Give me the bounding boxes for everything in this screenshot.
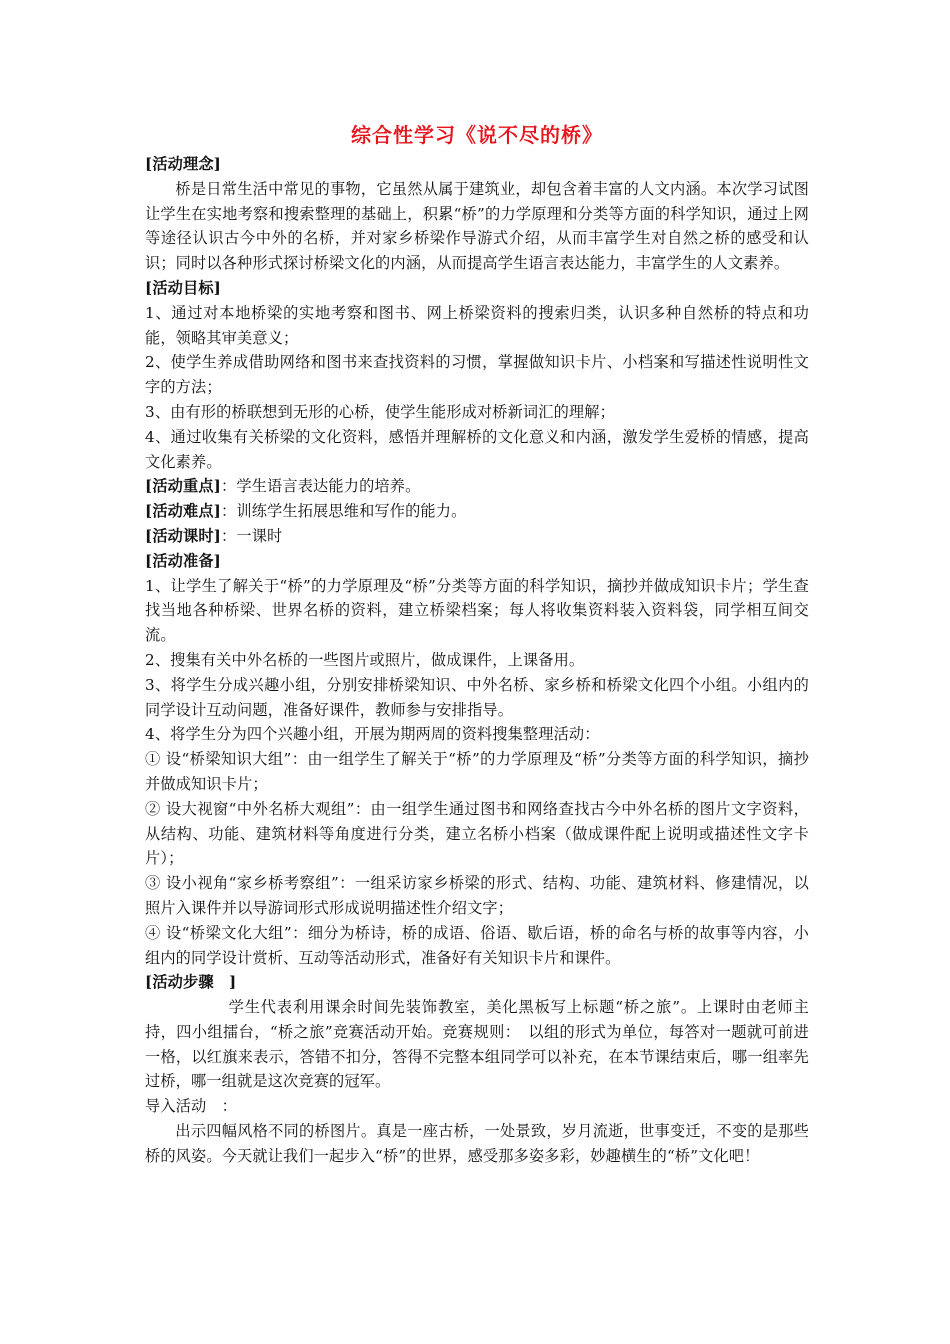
hours-label: [活动课时] xyxy=(145,526,222,545)
focus-text: ：学生语言表达能力的培养。 xyxy=(221,477,421,496)
focus-line xyxy=(145,474,809,499)
prep-item: 2、搜集有关中外名桥的一些图片或照片，做成课件，上课备用。 xyxy=(145,650,585,669)
prep-item: 4、将学生分为四个兴趣小组，开展为期两周的资料搜集整理活动： xyxy=(145,725,600,744)
hours-text: ：一课时 xyxy=(221,526,283,545)
document-title: 综合性学习《说不尽的桥》 xyxy=(351,123,603,147)
section-heading-goals: [活动目标] xyxy=(145,278,222,297)
goal-item: 4、通过收集有关桥梁的文化资料，感悟并理解桥的文化意义和内涵，激发学生爱桥的情感，提高文化素养。 xyxy=(145,427,809,471)
section-heading-preparation: [活动准备] xyxy=(145,551,222,570)
prep-item: 1、让学生了解关于“桥”的力学原理及“桥”分类等方面的科学知识，摘抄并做成知识卡片；学生查找当地各种桥梁、世界名桥的资料，建立桥梁档案；每人将收集资料装入资料袋，同学相互间交流。 xyxy=(145,576,809,645)
hours-line xyxy=(145,524,809,549)
prep-subitem: ② 设大视窗“中外名桥大观组”：由一组学生通过图书和网络查找古今中外名桥的图片文字资料，从结构、功能、建筑材料等角度进行分类，建立名桥小档案（做成课件配上说明或描述性文字卡片）； xyxy=(145,799,809,868)
prep-subitem: ① 设“桥梁知识大组”：由一组学生了解关于“桥”的力学原理及“桥”分类等方面的科学知识，摘抄并做成知识卡片； xyxy=(145,750,809,793)
difficulty-line xyxy=(145,499,809,524)
goal-item: 2、使学生养成借助网络和图书来查找资料的习惯，掌握做知识卡片、小档案和写描述性说明性文字的方法； xyxy=(145,353,809,397)
section-heading-steps: [活动步骤 ] xyxy=(145,973,237,992)
prep-subitem: ③ 设小视角“家乡桥考察组”：一组采访家乡桥梁的形式、结构、功能、建筑材料、修建情况，以照片入课件并以导游词形式形成说明描述性介绍文字； xyxy=(145,874,809,917)
steps-paragraph: 学生代表利用课余时间先装饰教室，美化黑板写上标题“桥之旅”。上课时由老师主持，四小组擂台，“桥之旅”竞赛活动开始。竞赛规则： 以组的形式为单位，每答对一题就可前进一格，以红旗来表示，答错不扣分，答得不完整本组同学可以补充，在本节课结束后，哪一组率先过桥，哪一组就是这次竞赛的冠军。 xyxy=(145,998,809,1091)
concept-paragraph: 桥是日常生活中常见的事物，它虽然从属于建筑业，却包含着丰富的人文内涵。本次学习试图让学生在实地考察和搜索整理的基础上，积累“桥”的力学原理和分类等方面的科学知识，通过上网等途径认识古今中外的名桥，并对家乡桥梁作导游式介绍，从而丰富学生对自然之桥的感受和认识；同时以各种形式探讨桥梁文化的内涵，从而提高学生语言表达能力，丰富学生的人文素养。 xyxy=(145,179,809,273)
document-body xyxy=(145,118,809,1169)
intro-label: 导入活动 ： xyxy=(145,1097,238,1116)
difficulty-text: ：训练学生拓展思维和写作的能力。 xyxy=(221,502,467,521)
prep-subitem: ④ 设“桥梁文化大组”：细分为桥诗，桥的成语、俗语、歇后语，桥的命名与桥的故事等内容，小组内的同学设计赏析、互动等活动形式，准备好有关知识卡片和课件。 xyxy=(145,923,809,967)
goal-item: 3、由有形的桥联想到无形的心桥，使学生能形成对桥新词汇的理解； xyxy=(145,402,615,421)
focus-label: [活动重点] xyxy=(145,477,222,496)
section-heading-concept: [活动理念] xyxy=(145,155,222,173)
difficulty-label: [活动难点] xyxy=(145,502,222,521)
prep-item: 3、将学生分成兴趣小组，分别安排桥梁知识、中外名桥、家乡桥和桥梁文化四个小组。小组内的同学设计互动问题，准备好课件，教师参与安排指导。 xyxy=(145,675,809,719)
goal-item: 1、通过对本地桥梁的实地考察和图书、网上桥梁资料的搜索归类，认识多种自然桥的特点和功能，领略其审美意义； xyxy=(145,303,809,347)
intro-paragraph: 出示四幅风格不同的桥图片。真是一座古桥，一处景致，岁月流逝，世事变迁，不变的是那些桥的风姿。今天就让我们一起步入“桥”的世界，感受那多姿多彩，妙趣横生的“桥”文化吧！ xyxy=(145,1122,809,1165)
